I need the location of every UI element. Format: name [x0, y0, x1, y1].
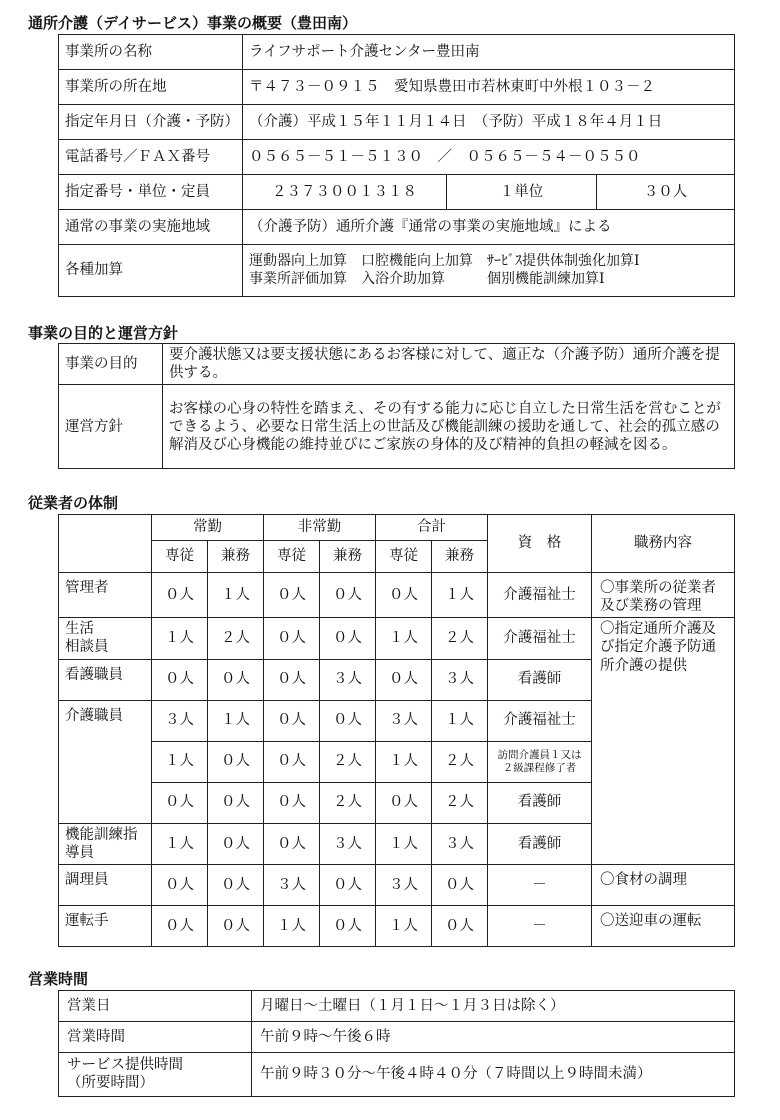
staff-count: ０人 [320, 618, 376, 659]
subheader-total-concurrent: 兼務 [432, 541, 488, 573]
staff-count: １人 [376, 823, 432, 864]
staff-count: ０人 [152, 905, 208, 946]
label-service-area: 通常の事業の実施地域 [59, 210, 243, 245]
role-manager: 管理者 [59, 573, 152, 618]
section-title-staff: 従業者の体制 [28, 494, 119, 512]
label-service-hours: サービス提供時間 （所要時間） [59, 1053, 252, 1097]
qualification: 看護師 [488, 823, 592, 864]
role-counselor: 生活 相談員 [59, 618, 152, 659]
staff-count: １人 [376, 905, 432, 946]
staff-count: ０人 [208, 782, 264, 823]
label-business-hours: 営業時間 [59, 1022, 252, 1053]
staff-count: ３人 [320, 823, 376, 864]
label-business-days: 営業日 [59, 991, 252, 1022]
staff-count: ０人 [264, 659, 320, 700]
role-driver: 運転手 [59, 905, 152, 946]
staff-count: ０人 [208, 741, 264, 782]
additions-line-2: 事業所評価加算 入浴介助加算 個別機能訓練加算Ⅰ [249, 270, 605, 287]
qualification: 介護福祉士 [488, 573, 592, 618]
qualification: － [488, 905, 592, 946]
label-policy: 運営方針 [59, 385, 163, 469]
staff-count: ２人 [320, 782, 376, 823]
staff-count: ０人 [152, 659, 208, 700]
role-trainer: 機能訓練指 導員 [59, 823, 152, 864]
staff-count: １人 [376, 741, 432, 782]
staff-count: ３人 [264, 864, 320, 905]
staff-count: ０人 [376, 573, 432, 618]
value-service-hours: 午前９時３０分～午後４時４０分（７時間以上９時間未満） [252, 1053, 735, 1097]
staff-count: １人 [432, 573, 488, 618]
value-designation-number: ２３７３００１３１８ [243, 175, 447, 210]
staff-count: １人 [432, 700, 488, 741]
staff-count: ０人 [208, 823, 264, 864]
section-title-purpose: 事業の目的と運営方針 [28, 324, 179, 342]
value-designation-date: （介護）平成１５年１１月１４日 （予防）平成１８年４月１日 [243, 105, 735, 140]
value-capacity: ３０人 [597, 175, 735, 210]
subheader-parttime-concurrent: 兼務 [320, 541, 376, 573]
staff-count: １人 [152, 741, 208, 782]
staff-count: ０人 [432, 864, 488, 905]
staff-count: １人 [152, 618, 208, 659]
staff-table [58, 514, 735, 947]
overview-table [58, 34, 735, 297]
value-policy: お客様の心身の特性を踏まえ、その有する能力に応じ自立した日常生活を営むことができるよう、必要な日常生活上の世話及び機能訓練の援助を通して、社会的孤立感の解消及び心身機能の維持並びにご家族の身体的及び精神的負担の軽減を図る。 [163, 385, 735, 469]
value-purpose: 要介護状態又は要支援状態にあるお客様に対して、適正な（介護予防）通所介護を提供する。 [163, 344, 735, 385]
role-nurse: 看護職員 [59, 659, 152, 700]
staff-count: １人 [208, 573, 264, 618]
value-service-area: （介護予防）通所介護『通常の事業の実施地域』による [243, 210, 735, 245]
staff-count: ０人 [320, 864, 376, 905]
value-address: 〒４７３－０９１５ 愛知県豊田市若林東町中外根１０３－２ [243, 70, 735, 105]
staff-count: ０人 [320, 700, 376, 741]
qualification: 訪問介護員１又は ２級課程修了者 [488, 741, 592, 782]
staff-count: ３人 [152, 700, 208, 741]
duty-cooking: 〇食材の調理 [592, 864, 735, 905]
label-designation-date: 指定年月日（介護・予防） [59, 105, 243, 140]
staff-count: ０人 [432, 905, 488, 946]
staff-count: ３人 [432, 823, 488, 864]
subheader-fulltime-concurrent: 兼務 [208, 541, 264, 573]
staff-count: ０人 [264, 782, 320, 823]
staff-count: ０人 [264, 573, 320, 618]
header-fulltime: 常勤 [152, 515, 264, 541]
value-phone-fax: ０５６５－５１－５１３０ ／ ０５６５－５４－０５５０ [243, 140, 735, 175]
qualification: 看護師 [488, 782, 592, 823]
qualification: 看護師 [488, 659, 592, 700]
value-business-days: 月曜日～土曜日（１月１日～１月３日は除く） [252, 991, 735, 1022]
duty-service: 〇指定通所介護及び指定介護予防通所介護の提供 [592, 618, 735, 865]
subheader-parttime-dedicated: 専従 [264, 541, 320, 573]
staff-count: ３人 [376, 700, 432, 741]
qualification: 介護福祉士 [488, 618, 592, 659]
purpose-table [58, 343, 735, 469]
staff-count: ０人 [208, 905, 264, 946]
duty-management: 〇事業所の従業者及び業務の管理 [592, 573, 735, 618]
value-business-hours: 午前９時～午後６時 [252, 1022, 735, 1053]
label-phone-fax: 電話番号／ＦＡＸ番号 [59, 140, 243, 175]
staff-count: １人 [208, 700, 264, 741]
staff-count: ０人 [264, 823, 320, 864]
staff-count: ３人 [320, 659, 376, 700]
role-cook: 調理員 [59, 864, 152, 905]
role-care-staff: 介護職員 [59, 700, 152, 823]
section-title-overview: 通所介護（デイサービス）事業の概要（豊田南） [28, 14, 357, 32]
staff-count: ０人 [152, 573, 208, 618]
staff-count: ０人 [152, 782, 208, 823]
corner-cell [59, 515, 152, 573]
additions-line-1: 運動器向上加算 口腔機能向上加算 ｻｰﾋﾞｽ提供体制強化加算Ⅰ [249, 253, 640, 269]
value-units: １単位 [447, 175, 597, 210]
label-address: 事業所の所在地 [59, 70, 243, 105]
value-additions [243, 245, 735, 297]
staff-count: １人 [264, 905, 320, 946]
staff-count: ３人 [432, 659, 488, 700]
staff-count: ０人 [264, 700, 320, 741]
staff-count: １人 [376, 618, 432, 659]
staff-count: ０人 [264, 741, 320, 782]
value-name: ライフサポート介護センター豊田南 [243, 35, 735, 70]
staff-count: ０人 [376, 782, 432, 823]
staff-count: ０人 [320, 573, 376, 618]
staff-count: ２人 [432, 782, 488, 823]
staff-count: ０人 [320, 905, 376, 946]
staff-count: ０人 [208, 659, 264, 700]
subheader-total-dedicated: 専従 [376, 541, 432, 573]
staff-count: ２人 [432, 741, 488, 782]
staff-count: ２人 [320, 741, 376, 782]
subheader-fulltime-dedicated: 専従 [152, 541, 208, 573]
header-duties: 職務内容 [592, 515, 735, 573]
staff-count: ２人 [432, 618, 488, 659]
staff-count: ０人 [208, 864, 264, 905]
qualification: 介護福祉士 [488, 700, 592, 741]
section-title-hours: 営業時間 [28, 970, 89, 988]
header-parttime: 非常勤 [264, 515, 376, 541]
staff-count: ０人 [264, 618, 320, 659]
staff-count: ０人 [376, 659, 432, 700]
staff-count: １人 [152, 823, 208, 864]
label-name: 事業所の名称 [59, 35, 243, 70]
header-total: 合計 [376, 515, 488, 541]
qualification: － [488, 864, 592, 905]
hours-table [58, 990, 735, 1097]
staff-count: ３人 [376, 864, 432, 905]
label-designation-number: 指定番号・単位・定員 [59, 175, 243, 210]
staff-count: ２人 [208, 618, 264, 659]
label-additions: 各種加算 [59, 245, 243, 297]
label-purpose: 事業の目的 [59, 344, 163, 385]
duty-driving: 〇送迎車の運転 [592, 905, 735, 946]
header-qualification: 資 格 [488, 515, 592, 573]
staff-count: ０人 [152, 864, 208, 905]
